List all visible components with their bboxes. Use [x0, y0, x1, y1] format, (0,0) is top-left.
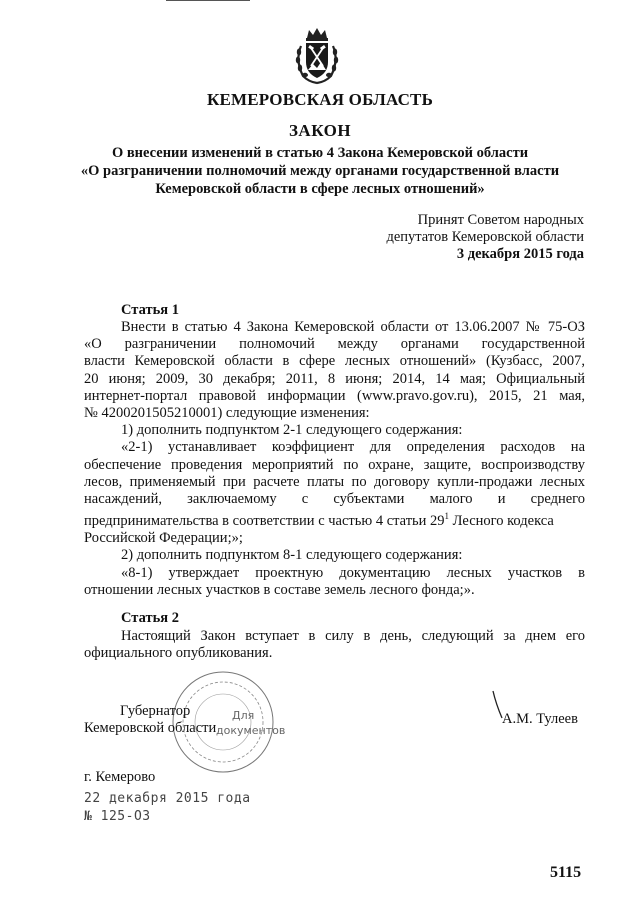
- adoption-date: 3 декабря 2015 года: [456, 246, 584, 262]
- article-1-body: [84, 319, 585, 599]
- region-title: КЕМЕРОВСКАЯ ОБЛАСТЬ: [206, 90, 434, 109]
- article-line: № 4200201505210001) следующие изменения:: [84, 405, 370, 422]
- document-type-title: ЗАКОН: [288, 121, 352, 140]
- stamp-text: Для: [232, 709, 255, 722]
- registration-date: 22 декабря 2015 года: [84, 791, 251, 806]
- top-edge-mark: [166, 0, 250, 4]
- article-line: Российской Федерации;»;: [84, 530, 243, 547]
- article-line: «О разграничении полномочий между органами государственной: [84, 336, 585, 353]
- law-subtitle: [0, 144, 640, 198]
- subtitle-line: Кемеровской области в сфере лесных отношений»: [155, 181, 485, 197]
- adoption-line: Принят Советом народных: [417, 212, 584, 228]
- article-line: насаждений, заключаемому с субъектами малого и среднего: [84, 491, 585, 508]
- article-line: «2-1) устанавливает коэффициент для определения расходов на: [121, 439, 585, 456]
- article-line: официального опубликования.: [84, 645, 273, 662]
- article-line: власти Кемеровской области в сфере лесных отношений» (Кузбасс, 2007,: [84, 353, 585, 370]
- article-line-part: предпринимательства в соответствии с частью 4 статьи 29: [84, 513, 445, 530]
- article-line: «8-1) утверждает проектную документацию лесных участков в: [121, 564, 585, 581]
- article-line-part: Лесного кодекса: [449, 513, 554, 530]
- article-line: отношении лесных участков в составе земель лесного фонда;».: [84, 581, 475, 598]
- subtitle-line: «О разграничении полномочий между органами государственной власти: [80, 163, 560, 179]
- stamp-text: документов: [216, 724, 286, 737]
- coat-of-arms-icon: [293, 28, 341, 84]
- article-line: 2) дополнить подпунктом 8-1 следующего содержания:: [121, 547, 463, 564]
- article-2-title: Статья 2: [121, 610, 179, 626]
- article-2-body: [84, 628, 585, 662]
- superscript: 1: [444, 511, 450, 522]
- signature-position: [84, 703, 216, 737]
- signature-position-line: Губернатор: [120, 703, 191, 719]
- article-line: интернет-портал правовой информации (www.pravo.gov.ru), 2015, 21 мая,: [84, 387, 585, 404]
- page-number: 5115: [550, 864, 582, 881]
- signature-position-line: Кемеровской области: [84, 720, 217, 736]
- article-line: 20 июня; 2009, 30 декабря; 2011, 8 июня; 2014, 14 мая; Официальный: [84, 370, 585, 387]
- registration-number: № 125-ОЗ: [84, 809, 151, 824]
- subtitle-line: О внесении изменений в статью 4 Закона Кемеровской области: [111, 145, 529, 161]
- signing-city: г. Кемерово: [84, 769, 156, 785]
- article-line: Настоящий Закон вступает в силу в день, следующий за днем его: [121, 628, 585, 644]
- article-line: обеспечение проведения мероприятий по охране, защите, воспроизводству: [84, 456, 585, 473]
- article-line: 1) дополнить подпунктом 2-1 следующего содержания:: [121, 422, 463, 439]
- article-line: лесов, применяемый при расчете платы по договору купли-продажи лесных: [84, 473, 585, 490]
- article-line: Внести в статью 4 Закона Кемеровской области от 13.06.2007 № 75-ОЗ: [121, 319, 585, 335]
- article-1-title: Статья 1: [121, 302, 179, 318]
- article-line-with-superscript: [84, 508, 585, 530]
- adoption-block: [386, 212, 584, 263]
- adoption-line: депутатов Кемеровской области: [386, 229, 584, 245]
- signatory-name: А.М. Тулеев: [502, 711, 578, 727]
